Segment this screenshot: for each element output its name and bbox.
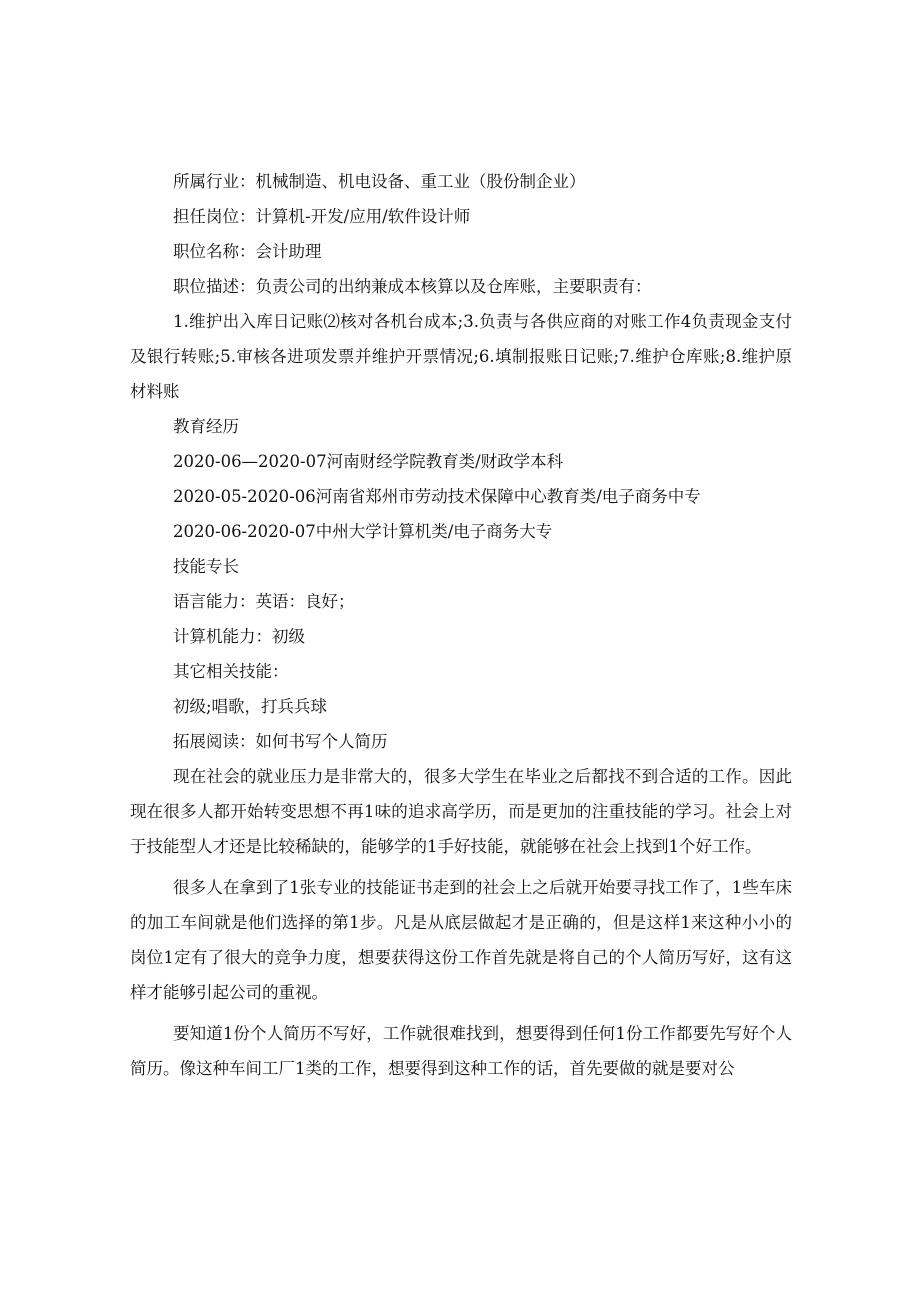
education-heading: 教育经历 bbox=[173, 417, 239, 436]
article-paragraph: 要知道1份个人简历不写好，工作就很难找到，想要得到任何1份工作都要先写好个人简历。像这种车间工厂1类的工作，想要得到这种工作的话，首先要做的就是要对公 bbox=[130, 1024, 792, 1078]
job-description-line: 职位描述：负责公司的出纳兼成本核算以及仓库账，主要职责有： bbox=[173, 277, 652, 296]
article-paragraph: 很多人在拿到了1张专业的技能证书走到的社会上之后就开始要寻找工作了，1些车床的加工车间就是他们选择的第1步。凡是从底层做起才是正确的，但是这样1来这种小小的岗位1定有了很大的竞争力度，想要获得这份工作首先就是将自己的个人简历写好，这有这样才能够引起公司的重视。 bbox=[130, 878, 792, 1002]
job-title-line: 职位名称：会计助理 bbox=[173, 242, 322, 261]
education-entry: 2020-06-2020-07中州大学计算机类/电子商务大专 bbox=[173, 522, 553, 541]
education-entry: 2020-06—2020-07河南财经学院教育类/财政学本科 bbox=[173, 452, 564, 471]
computer-skill-line: 计算机能力：初级 bbox=[173, 627, 305, 646]
industry-line: 所属行业：机械制造、机电设备、重工业（股份制企业） bbox=[173, 172, 586, 191]
document-page bbox=[130, 164, 792, 1086]
other-skills-line: 初级;唱歌，打兵兵球 bbox=[173, 697, 328, 716]
extended-reading-line: 拓展阅读：如何书写个人简历 bbox=[173, 732, 388, 751]
other-skills-label: 其它相关技能： bbox=[173, 662, 289, 681]
position-held-line: 担任岗位：计算机-开发/应用/软件设计师 bbox=[173, 207, 471, 226]
language-skill-line: 语言能力：英语：良好； bbox=[173, 592, 355, 611]
skills-heading: 技能专长 bbox=[173, 557, 239, 576]
education-entry: 2020-05-2020-06河南省郑州市劳动技术保障中心教育类/电子商务中专 bbox=[173, 487, 701, 506]
article-paragraph: 现在社会的就业压力是非常大的，很多大学生在毕业之后都找不到合适的工作。因此现在很多人都开始转变思想不再1味的追求高学历，而是更加的注重技能的学习。社会上对于技能型人才还是比较稀缺的，能够学的1手好技能，就能够在社会上找到1个好工作。 bbox=[130, 767, 792, 856]
duties-paragraph: 1.维护出入库日记账⑵核对各机台成本;3.负责与各供应商的对账工作4负责现金支付及银行转账;5.审核各进项发票并维护开票情况;6.填制报账日记账;7.维护仓库账;8.维护原材料账 bbox=[130, 312, 792, 401]
